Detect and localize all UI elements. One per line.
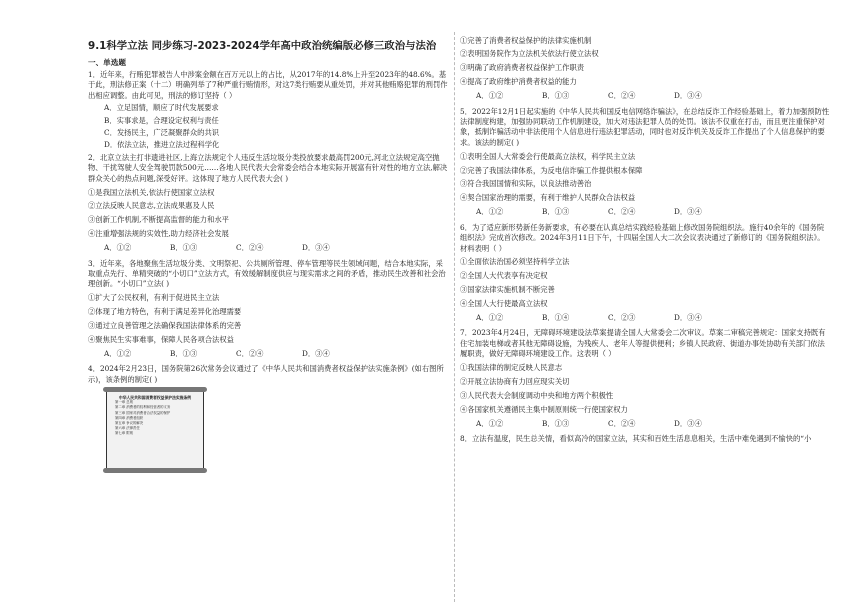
figure-line: 第五章 争议的解决 (115, 420, 144, 425)
statement: ③明确了政府消费者权益保护工作职责 (460, 63, 585, 73)
choice-a: A．①② (476, 91, 504, 101)
statement: ②表明国务院作为立法机关依法行使立法权 (460, 49, 599, 59)
question-6 (460, 223, 830, 324)
regulation-scroll-image (106, 389, 204, 471)
statement: ③通过立良善管理之法确保我国法律体系的完善 (88, 321, 242, 331)
choice-d: D．③④ (674, 418, 702, 428)
answer-choices (460, 313, 830, 323)
answer-choices (460, 419, 830, 429)
option-b: B．实事求是，合理设定权利与责任 (104, 115, 219, 125)
option-d: D．依法立法，推进立法过程科学化 (104, 140, 220, 150)
question-stem: 2．北京立法主打非遗进社区,上海立法规定个人违反生活垃圾分类投放要求最高罚200元,河北立法规定高空抛物、干扰驾驶人安全驾驶罚款500元……各地人民代表大会常委会结合本地实际开展富有针对性的地方立法,解决群众关心的热点问题,深受好评。这体现了地方人民代表大会( ) (88, 152, 448, 183)
statement: ③国家法律实施机制不断完善 (460, 285, 555, 295)
question-3 (88, 259, 450, 360)
statement: ①全面依法治国必须坚持科学立法 (460, 257, 570, 267)
statement: ②体现了地方特色，有利于满足差异化治理需要 (88, 307, 242, 317)
question-7 (460, 328, 830, 429)
question-1 (88, 70, 450, 151)
scroll-roller-top (103, 387, 207, 392)
choice-b: B．①③ (542, 207, 570, 217)
figure-heading: 中华人民共和国消费者权益保护法实施条例 (118, 395, 192, 401)
choice-d: D．③④ (302, 243, 330, 253)
statement: ②完善了我国法律体系，为反电信诈骗工作提供根本保障 (460, 165, 643, 175)
question-stem: 6．为了适应新形势新任务新要求，有必要在认真总结实践经验基础上修改国务院组织法。施行40余年的《国务院组织法》完成首次修改。2024年3月11日下午，十四届全国人大二次会议表决通过了新修订的《国务院组织法》。材料表明（ ） (460, 222, 825, 253)
statement: ④聚焦民生实事难事，保障人民各项合法权益 (88, 335, 234, 345)
choice-a: A．①② (104, 243, 132, 253)
choice-d: D．③④ (302, 348, 330, 358)
figure-line: 第四章 消费者组织 (115, 415, 144, 420)
figure-line: 第一章 总则 (115, 400, 134, 405)
answer-choices (88, 349, 450, 359)
question-stem: 7．2023年4月24日，无障碍环境建设法草案提请全国人大常委会二次审议。草案二审稿完善规定：国家支持既有住宅加装电梯或者其他无障碍设施，为残疾人、老年人等提供便利；乡镇人民政府、街道办事处协助有关部门依法履职责，做好无障碍环境建设工作。这表明（ ） (460, 328, 826, 359)
answer-choices (460, 207, 830, 217)
statement: ②立法反映人民意志,立法成果惠及人民 (88, 201, 215, 211)
right-column (460, 32, 830, 447)
statement: ②全国人大代表享有决定权 (460, 271, 548, 281)
choice-b: B．①③ (542, 91, 570, 101)
document-title: 9.1科学立法 同步练习-2023-2024学年高中政治统编版必修三政治与法治 (88, 40, 437, 52)
statement: ①扩大了公民权利，有利于促进民主立法 (88, 293, 220, 303)
choice-c: C．②④ (608, 207, 636, 217)
choice-c: C．②④ (236, 348, 264, 358)
statement: ④注重增强法规的实效性,助力经济社会发展 (88, 229, 229, 239)
question-stem: 1．近年来，行贿犯罪被告人中涉案金额在百万元以上的占比，从2017年的14.8%上升至2023年的48.6%。基于此，刑法修正案（十二）明确列举了7种严重行贿情形，对这7类行贿要从重处罚，并对其他贿赂犯罪的刑罚作出相应调整。由此可见，刑法的修订坚持（ ） (88, 70, 448, 100)
statement: ①完善了消费者权益保护的法律实施机制 (460, 35, 592, 45)
column-divider (454, 32, 455, 602)
choice-c: C．②④ (608, 418, 636, 428)
question-4 (88, 364, 450, 471)
question-stem: 8．立法有温度，民生总关情，看似高冷的国家立法，其实和百姓生活息息相关，生活中难免遇到不愉快的“小 (460, 434, 812, 444)
statement: ②开展立法协商有力回应现实关切 (460, 377, 570, 387)
choice-d: D．③④ (674, 207, 702, 217)
scroll-roller-bottom (103, 468, 207, 473)
choice-a: A．①② (476, 313, 504, 323)
question-5 (460, 107, 830, 218)
statement: ③符合我国国情和实际，以良法推动善治 (460, 179, 592, 189)
left-column (88, 32, 450, 475)
figure-line: 第二章 消费者的权利和经营者的义务 (115, 405, 171, 410)
statement: ①我国法律的制定反映人民意志 (460, 363, 563, 373)
figure-line: 第三章 国家对消费者合法权益的保护 (115, 410, 171, 415)
statement: ④提高了政府维护消费者权益的能力 (460, 77, 577, 87)
statement: ④全国人大行使最高立法权 (460, 299, 548, 309)
statement: ④各国家机关遵循民主集中制原则统一行使国家权力 (460, 404, 628, 414)
answer-choices (460, 91, 830, 101)
question-2 (88, 153, 450, 254)
choice-b: B．①③ (542, 418, 570, 428)
choice-a: A．①② (104, 348, 132, 358)
option-c: C．发扬民主，广泛凝聚群众的共识 (104, 128, 220, 138)
statement: ①是我国立法机关,依法行使国家立法权 (88, 187, 215, 197)
choice-b: B．①③ (170, 243, 198, 253)
question-stem: 3．近年来，各地聚焦生活垃圾分类、文明祭祀、公共厕所管理、停车管理等民生领域问题，结合本地实际，采取重点先行、单精突破的“小切口”立法方式，有效缓解制度供应与现实需求之间的矛盾，推动民生改善和社会治理创新。“小切口”立法( ) (88, 258, 446, 289)
figure-line: 第七章 附则 (115, 431, 134, 436)
choice-c: C．②③ (608, 313, 636, 323)
answer-choices (88, 243, 450, 253)
choice-d: D．③④ (674, 91, 702, 101)
section-heading: 一、单选题 (88, 58, 126, 67)
statement: ①表明全国人大常委会行使最高立法权，科学民主立法 (460, 151, 636, 161)
choice-b: B．①④ (542, 313, 570, 323)
choice-d: D．③④ (674, 313, 702, 323)
choice-a: A．①② (476, 207, 504, 217)
figure-line: 第六章 法律责任 (115, 426, 140, 431)
choice-c: C．②④ (608, 91, 636, 101)
choice-c: C．②④ (236, 243, 264, 253)
statement: ③创新工作机制,不断提高监督的能力和水平 (88, 215, 229, 225)
question-8 (460, 434, 830, 444)
choice-a: A．①② (476, 418, 504, 428)
option-a: A．立足国情，顺应了时代发展要求 (104, 103, 219, 113)
statement: ③人民代表大会制度调动中央和地方两个积极性 (460, 390, 614, 400)
statement: ④契合国家治理的需要，有利于维护人民群众合法权益 (460, 193, 636, 203)
question-stem: 4．2024年2月23日，国务院第26次常务会议通过了《中华人民共和国消费者权益保护法实施条例》(如右图所示)，该条例的制定( ) (88, 364, 444, 384)
question-4-continued (460, 36, 830, 102)
question-stem: 5．2022年12月1日起实施的《中华人民共和国反电信网络诈骗法》，在总结反诈工作经验基础上，着力加强预防性法律制度构建，加强协同联动工作机制建设，加大对违法犯罪人员的处罚。该法不仅重在打击，而且更注重保护对象，抵制诈骗活动中非法使用个人信息进行违法犯罪活动，同时也对反诈机关及反诈工作提出了个人信息保护的要求。该法的制定( ) (460, 106, 830, 147)
choice-b: B．①③ (170, 348, 198, 358)
